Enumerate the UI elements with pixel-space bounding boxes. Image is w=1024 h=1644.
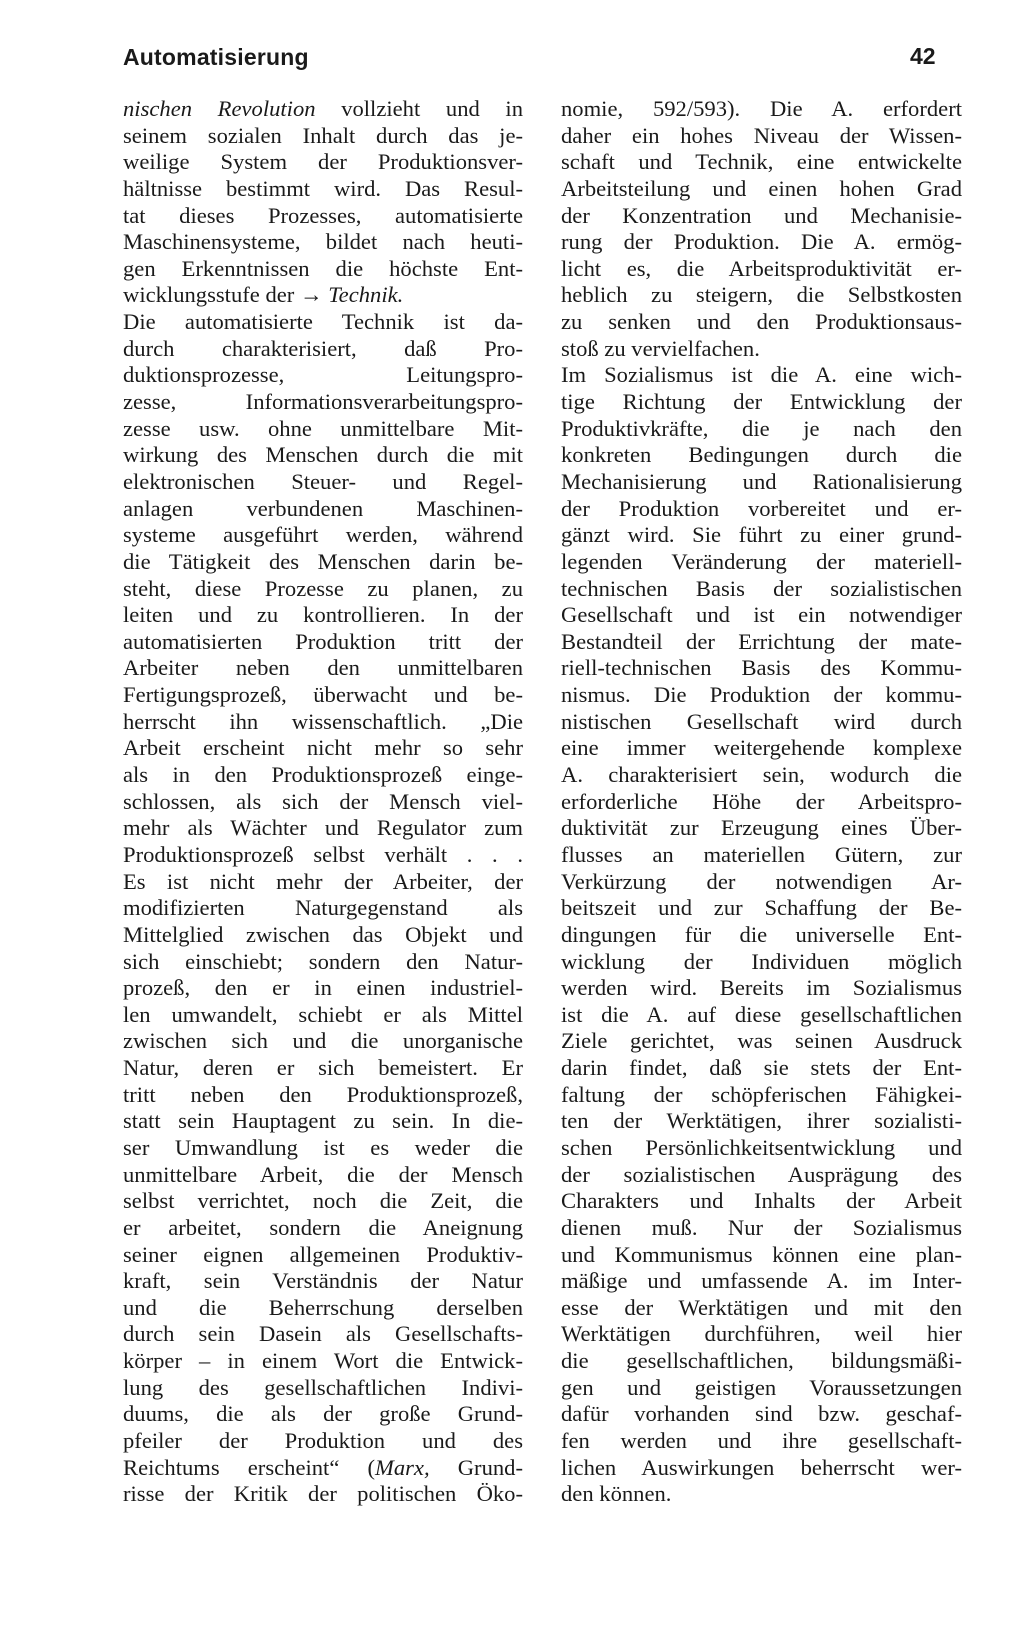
- text-line: tritt neben den Produktionsprozeß,: [123, 1081, 523, 1107]
- text-line: schen Persönlichkeitsentwicklung und: [561, 1134, 962, 1160]
- text-line: weilige System der Produktionsver-: [123, 149, 523, 175]
- text-line: dingungen für die universelle Ent-: [561, 921, 962, 947]
- text-line: Reichtums erscheint“ (Marx, Grund-: [123, 1454, 523, 1480]
- text-line: dienen muß. Nur der Sozialismus: [561, 1214, 962, 1240]
- text-line: prozeß, den er in einen industriel-: [123, 975, 523, 1001]
- text-line: Produktivkräfte, die je nach den: [561, 415, 962, 441]
- text-line: Maschinensysteme, bildet nach heuti-: [123, 229, 523, 255]
- text-line: gen und geistigen Voraussetzungen: [561, 1374, 962, 1400]
- text-line: als in den Produktionsprozeß einge-: [123, 762, 523, 788]
- text-line: Verkürzung der notwendigen Ar-: [561, 868, 962, 894]
- text-line: Arbeiter neben den unmittelbaren: [123, 655, 523, 681]
- text-line: automatisierten Produktion tritt der: [123, 628, 523, 654]
- text-line: tat dieses Prozesses, automatisierte: [123, 202, 523, 228]
- text-line: ten der Werktätigen, ihrer sozialisti-: [561, 1108, 962, 1134]
- left-column: [123, 96, 523, 1508]
- text-line: zwischen sich und die unorganische: [123, 1028, 523, 1054]
- text-line: faltung der schöpferischen Fähigkei-: [561, 1081, 962, 1107]
- text-line: unmittelbare Arbeit, die der Mensch: [123, 1161, 523, 1187]
- text-line: duums, die als der große Grund-: [123, 1401, 523, 1427]
- text-line: esse der Werktätigen und mit den: [561, 1294, 962, 1320]
- text-line: zesse, Informationsverarbeitungspro-: [123, 389, 523, 415]
- text-line: stoß zu vervielfachen.: [561, 335, 760, 361]
- text-line: elektronischen Steuer- und Regel-: [123, 468, 523, 494]
- text-line: gen Erkenntnissen die höchste Ent-: [123, 255, 523, 281]
- text-line: hältnisse bestimmt wird. Das Resul-: [123, 175, 523, 201]
- text-line: nomie, 592/593). Die A. erfordert: [561, 96, 962, 121]
- text-line: seinem sozialen Inhalt durch das je-: [123, 122, 523, 148]
- text-line: nistischen Gesellschaft wird durch: [561, 708, 962, 734]
- text-line: pfeiler der Produktion und des: [123, 1428, 523, 1454]
- text-line: Die automatisierte Technik ist da-: [123, 309, 523, 335]
- text-line: selbst verrichtet, noch die Zeit, die: [123, 1188, 523, 1214]
- text-line: zu senken und den Produktionsaus-: [561, 309, 962, 335]
- text-line: der Produktion vorbereitet und er-: [561, 495, 962, 521]
- text-line: lichen Auswirkungen beherrscht wer-: [561, 1454, 962, 1480]
- text-line: die gesellschaftlichen, bildungsmäßi-: [561, 1348, 962, 1374]
- text-line: dafür vorhanden sind bzw. geschaf-: [561, 1401, 962, 1427]
- text-line: seiner eignen allgemeinen Produktiv-: [123, 1241, 523, 1267]
- text-line: duktivität zur Erzeugung eines Über-: [561, 815, 962, 841]
- text-line: A. charakterisiert sein, wodurch die: [561, 762, 962, 788]
- text-line: durch sein Dasein als Gesellschafts-: [123, 1321, 523, 1347]
- text-line: Werktätigen durchführen, weil hier: [561, 1321, 962, 1347]
- text-line: heblich zu steigern, die Selbstkosten: [561, 282, 962, 308]
- text-line: herrscht ihn wissenschaftlich. „Die: [123, 708, 523, 734]
- text-line: Arbeit erscheint nicht mehr so sehr: [123, 735, 523, 761]
- text-line: flusses an materiellen Gütern, zur: [561, 841, 962, 867]
- text-line: Mechanisierung und Rationalisierung: [561, 468, 962, 494]
- text-line: Im Sozialismus ist die A. eine wich-: [561, 362, 962, 388]
- text-line: ist die A. auf diese gesellschaftlichen: [561, 1001, 962, 1027]
- text-line: darin findet, daß sie stets der Ent-: [561, 1055, 962, 1081]
- text-line: duktionsprozesse, Leitungspro-: [123, 362, 523, 388]
- text-line: er arbeitet, sondern die Aneignung: [123, 1214, 523, 1240]
- text-line: technischen Basis der sozialistischen: [561, 575, 962, 601]
- text-line: erforderliche Höhe der Arbeitspro-: [561, 788, 962, 814]
- text-line: und Kommunismus können eine plan-: [561, 1241, 962, 1267]
- text-line: körper – in einem Wort die Entwick-: [123, 1348, 523, 1374]
- right-column: [561, 96, 962, 1508]
- text-line: werden wird. Bereits im Sozialismus: [561, 975, 962, 1001]
- text-line: riell-technischen Basis des Kommu-: [561, 655, 962, 681]
- text-line: gänzt wird. Sie führt zu einer grund-: [561, 522, 962, 548]
- text-line: Ziele gerichtet, was seinen Ausdruck: [561, 1028, 962, 1054]
- text-line: sich einschiebt; sondern den Natur-: [123, 948, 523, 974]
- text-line: Arbeitsteilung und einen hohen Grad: [561, 175, 962, 201]
- text-line: wirkung des Menschen durch die mit: [123, 442, 523, 468]
- text-line: Natur, deren er sich bemeistert. Er: [123, 1055, 523, 1081]
- text-line: wicklung der Individuen möglich: [561, 948, 962, 974]
- text-line: und die Beherrschung derselben: [123, 1294, 523, 1320]
- text-line: wicklungsstufe der → Technik.: [123, 282, 404, 308]
- text-line: Gesellschaft und ist ein notwendiger: [561, 602, 962, 628]
- text-line: steht, diese Prozesse zu planen, zu: [123, 575, 523, 601]
- text-line: nischen Revolution vollzieht und in: [123, 96, 524, 121]
- text-line: schlossen, als sich der Mensch viel-: [123, 788, 523, 814]
- text-line: mäßige und umfassende A. im Inter-: [561, 1268, 962, 1294]
- text-line: kraft, sein Verständnis der Natur: [123, 1268, 523, 1294]
- text-line: statt sein Hauptagent zu sein. In die-: [123, 1108, 523, 1134]
- page-title: Automatisierung: [123, 44, 309, 70]
- text-line: anlagen verbundenen Maschinen-: [123, 495, 523, 521]
- text-line: Es ist nicht mehr der Arbeiter, der: [123, 868, 523, 894]
- text-line: durch charakterisiert, daß Pro-: [123, 335, 523, 361]
- text-line: zesse usw. ohne unmittelbare Mit-: [123, 415, 523, 441]
- text-line: rung der Produktion. Die A. ermög-: [561, 229, 962, 255]
- text-line: nismus. Die Produktion der kommu-: [561, 682, 962, 708]
- text-line: den können.: [561, 1481, 672, 1507]
- text-line: der Konzentration und Mechanisie-: [561, 202, 962, 228]
- text-line: licht es, die Arbeitsproduktivität er-: [561, 255, 962, 281]
- text-line: ser Umwandlung ist es weder die: [123, 1134, 523, 1160]
- text-line: legenden Veränderung der materiell-: [561, 548, 962, 574]
- text-line: daher ein hohes Niveau der Wissen-: [561, 122, 962, 148]
- text-line: schaft und Technik, eine entwickelte: [561, 149, 962, 175]
- text-line: risse der Kritik der politischen Öko-: [123, 1481, 523, 1507]
- text-line: tige Richtung der Entwicklung der: [561, 389, 962, 415]
- text-line: fen werden und ihre gesellschaft-: [561, 1428, 962, 1454]
- text-line: leiten und zu kontrollieren. In der: [123, 602, 523, 628]
- text-line: Mittelglied zwischen das Objekt und: [123, 921, 523, 947]
- text-line: Charakters und Inhalts der Arbeit: [561, 1188, 962, 1214]
- text-line: Bestandteil der Errichtung der mate-: [561, 628, 962, 654]
- text-line: Fertigungsprozeß, überwacht und be-: [123, 682, 523, 708]
- text-line: die Tätigkeit des Menschen darin be-: [123, 548, 523, 574]
- text-line: systeme ausgeführt werden, während: [123, 522, 523, 548]
- text-line: modifizierten Naturgegenstand als: [123, 895, 523, 921]
- text-line: mehr als Wächter und Regulator zum: [123, 815, 523, 841]
- page-number: 42: [910, 43, 936, 69]
- text-line: Produktionsprozeß selbst verhält . . .: [123, 841, 523, 867]
- text-line: der sozialistischen Ausprägung des: [561, 1161, 962, 1187]
- text-line: eine immer weitergehende komplexe: [561, 735, 962, 761]
- text-line: len umwandelt, schiebt er als Mittel: [123, 1001, 523, 1027]
- text-line: konkreten Bedingungen durch die: [561, 442, 962, 468]
- text-line: beitszeit und zur Schaffung der Be-: [561, 895, 962, 921]
- text-line: lung des gesellschaftlichen Indivi-: [123, 1374, 523, 1400]
